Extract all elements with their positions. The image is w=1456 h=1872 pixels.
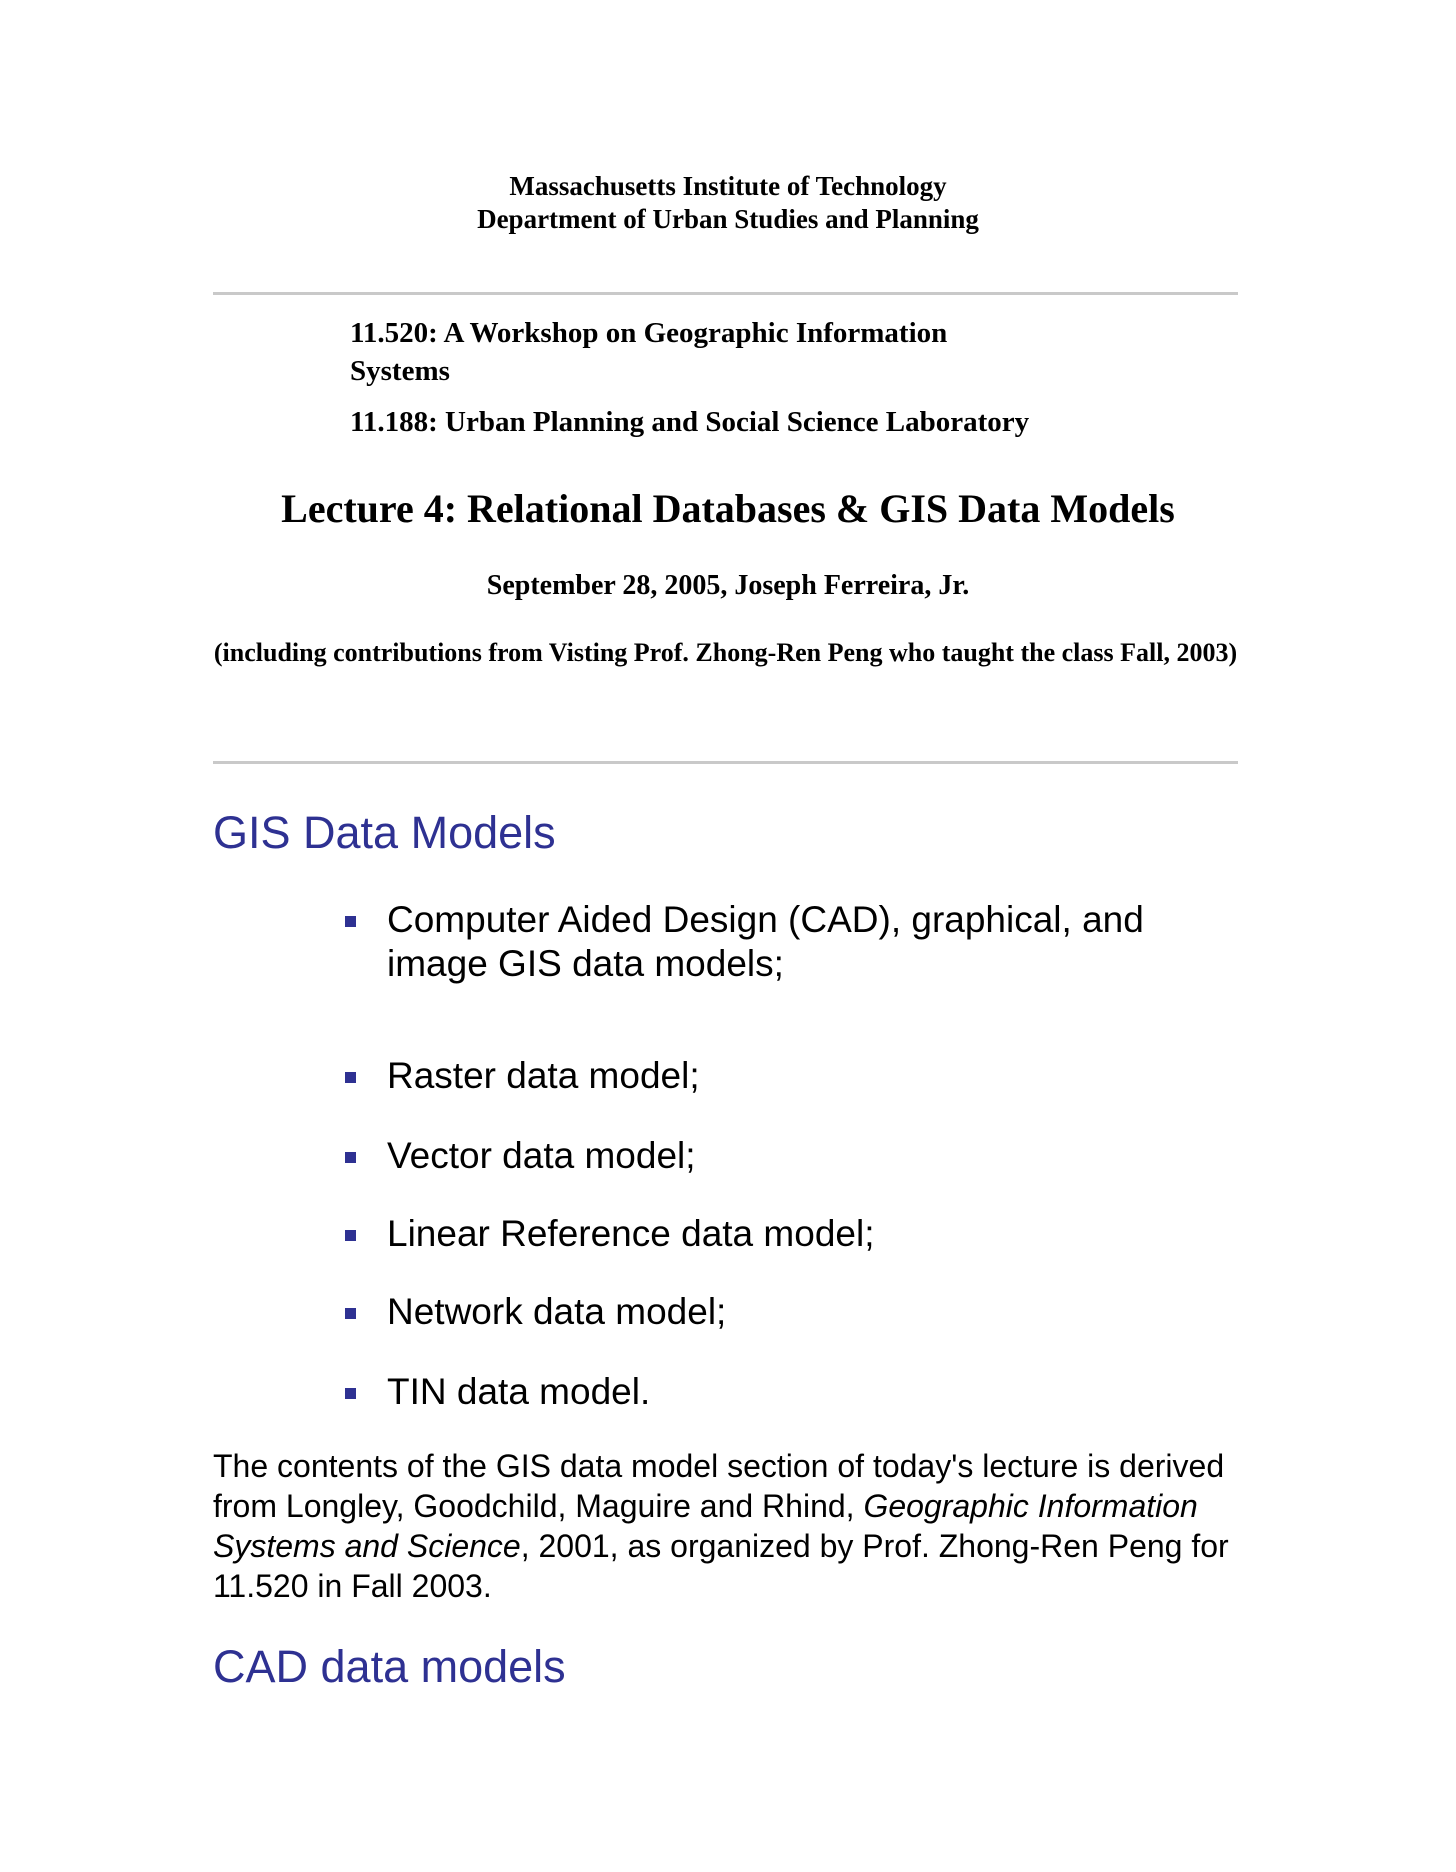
- department-name: Department of Urban Studies and Planning: [477, 204, 979, 234]
- bullet-square-icon: [345, 916, 356, 927]
- bullet-square-icon: [345, 1072, 356, 1083]
- book-title: Geographic Information Systems and Science: [213, 1488, 1198, 1564]
- list-item: [345, 1290, 1205, 1334]
- list-item-text: Network data model;: [387, 1291, 727, 1332]
- bullet-square-icon: [345, 1152, 356, 1163]
- bullet-square-icon: [345, 1388, 356, 1399]
- list-item-text: Computer Aided Design (CAD), graphical, and image GIS data models;: [387, 899, 1144, 984]
- section-heading-gis-data-models: GIS Data Models: [213, 807, 556, 858]
- list-item: [345, 1134, 1205, 1178]
- section-heading-cad-data-models: CAD data models: [213, 1641, 566, 1692]
- list-item: [345, 1370, 1205, 1414]
- list-item-text: Linear Reference data model;: [387, 1213, 875, 1254]
- course-title-11-188: 11.188: Urban Planning and Social Science Laboratory: [350, 406, 1030, 438]
- lecture-contributions: (including contributions from Visting Prof. Zhong-Ren Peng who taught the class Fall, 2003): [213, 638, 1238, 667]
- source-paragraph: [213, 1446, 1233, 1606]
- list-item-text: TIN data model.: [387, 1371, 651, 1412]
- bullet-square-icon: [345, 1230, 356, 1241]
- list-item-text: Vector data model;: [387, 1135, 696, 1176]
- lecture-title: Lecture 4: Relational Databases & GIS Data Models: [281, 486, 1175, 531]
- bottom-divider: [213, 761, 1238, 764]
- bullet-square-icon: [345, 1308, 356, 1319]
- list-item: [345, 898, 1205, 986]
- institution-name: Massachusetts Institute of Technology: [509, 171, 947, 201]
- list-item-text: Raster data model;: [387, 1055, 700, 1096]
- top-divider: [213, 292, 1238, 295]
- course-title-11-520: 11.520: A Workshop on Geographic Information Systems: [350, 317, 948, 387]
- lecture-date-author: September 28, 2005, Joseph Ferreira, Jr.: [486, 570, 970, 601]
- paragraph-text-before: The contents of the GIS data model section of today's lecture is derived from Longley, Goodchild, Maguire and Rhind,: [213, 1448, 1225, 1524]
- paragraph-text-after: , 2001, as organized by Prof. Zhong-Ren Peng for 11.520 in Fall 2003.: [213, 1528, 1229, 1604]
- list-item: [345, 1054, 1205, 1098]
- list-item: [345, 1212, 1205, 1256]
